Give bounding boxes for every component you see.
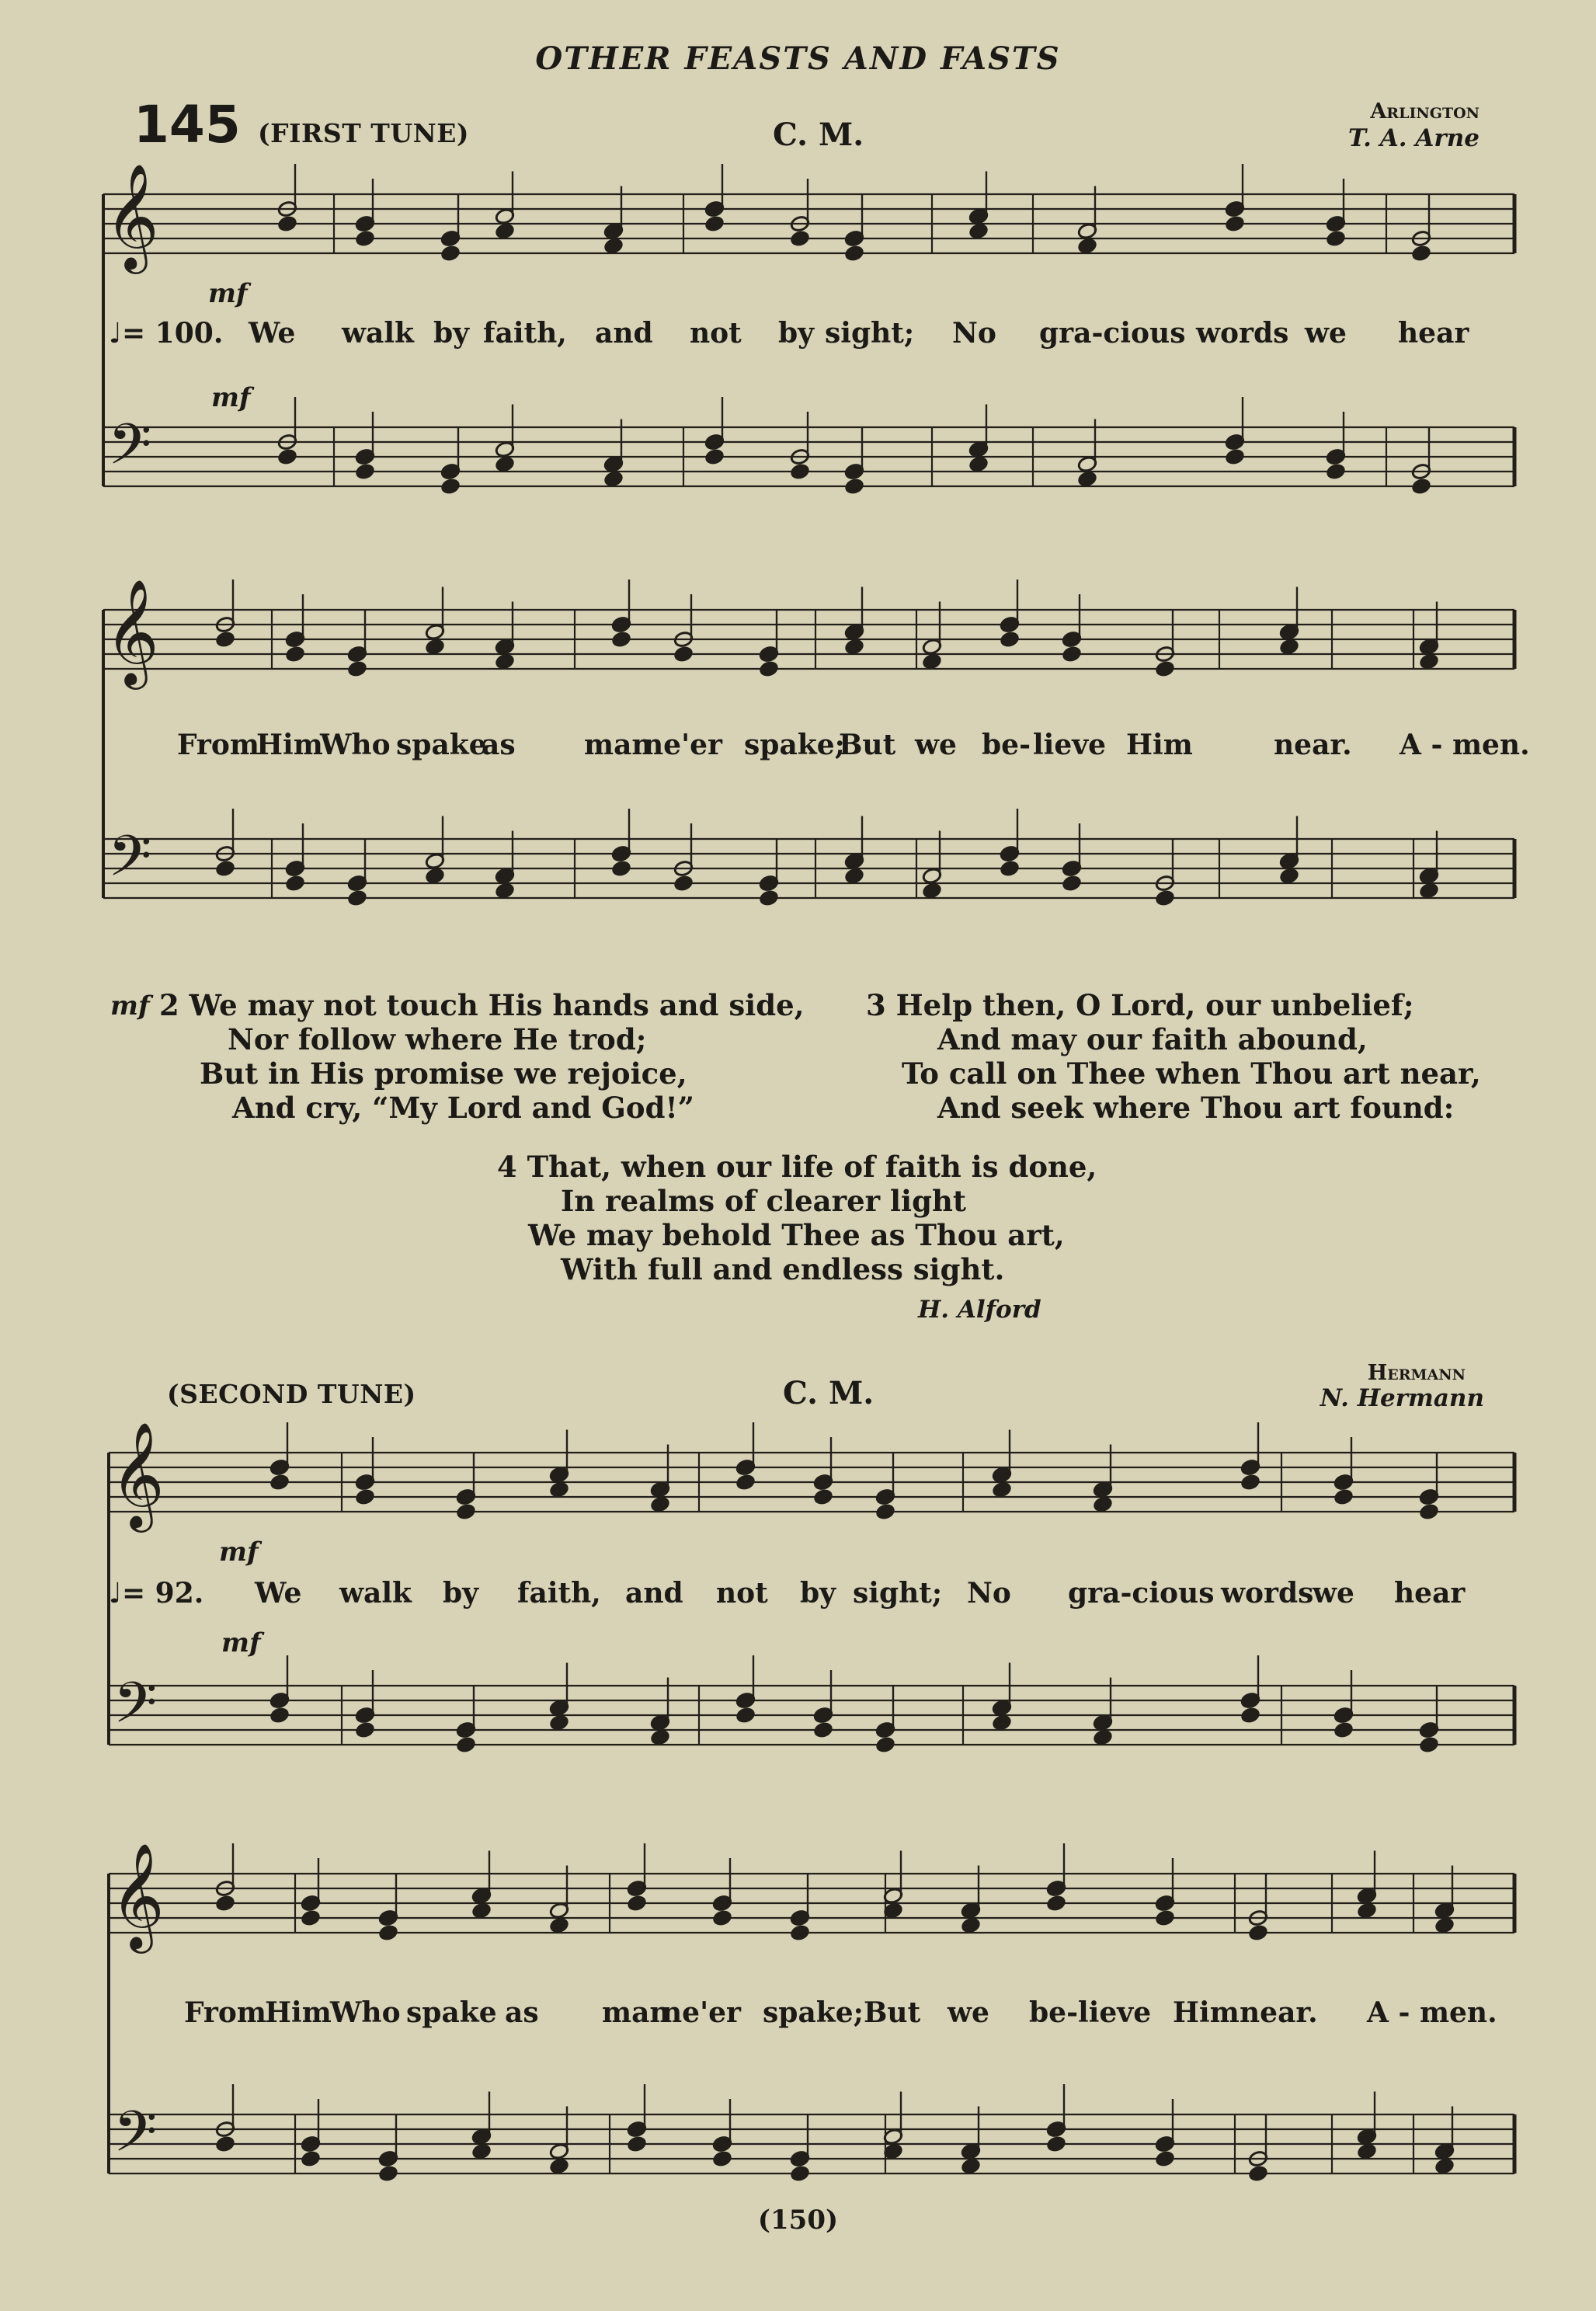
second-tune-dynamic-treble: mf [219, 1537, 259, 1568]
note-head [269, 1707, 290, 1725]
lyric-word: ne'er [662, 1996, 741, 2029]
verse-number: 4 [497, 1150, 517, 1184]
note-head [549, 1916, 569, 1934]
note-head [1357, 2142, 1377, 2160]
note-head [456, 1736, 476, 1754]
page-number: (150) [757, 2205, 839, 2236]
note-head [495, 455, 515, 473]
lyric-word: by [800, 1577, 836, 1610]
lyric-word: ne'er [643, 729, 722, 761]
lyric-word: Him [1173, 1996, 1240, 2029]
note-head [355, 1721, 375, 1739]
note-head [1046, 2135, 1066, 2153]
verse-line: With full and endless sight. [561, 1252, 1005, 1286]
lyric-word: faith, [517, 1577, 601, 1610]
lyric-word: hear [1398, 317, 1469, 350]
note-head [1419, 653, 1439, 670]
note-head [1434, 1916, 1455, 1934]
first-tune-name: Arlington [1370, 99, 1480, 124]
hymn-number: 145 [134, 95, 241, 155]
note-head [277, 448, 297, 466]
lyric-word: not [690, 317, 742, 350]
note-head [301, 1909, 321, 1927]
note-head [875, 1736, 895, 1754]
bass-clef: 𝄢 [113, 2098, 158, 2178]
first-tune-label: (FIRST TUNE) [258, 118, 470, 148]
lyric-word: by [778, 317, 815, 350]
note-head [1093, 1495, 1113, 1513]
lyric-word: we [948, 1996, 989, 2029]
verse-line: We may behold Thee as Thou art, [528, 1218, 1065, 1252]
note-head [968, 455, 989, 473]
note-head [1419, 1736, 1439, 1754]
lyric-word: Who [320, 729, 391, 761]
lyric-word: Him [265, 1996, 332, 2029]
note-head [650, 1495, 670, 1513]
note-head [215, 2135, 235, 2153]
note-head [1248, 1924, 1268, 1942]
note-head [378, 2165, 398, 2183]
verse-line: And seek where Thou art found: [937, 1091, 1455, 1125]
note-head [813, 1721, 833, 1739]
lyric-word: No [952, 317, 996, 350]
note-head [1240, 1707, 1260, 1725]
lyric-word: man [602, 1996, 670, 2029]
lyric-word: as [482, 729, 516, 761]
note-head [611, 860, 631, 878]
bass-clef: 𝄢 [108, 823, 152, 903]
note-head [1411, 245, 1431, 263]
note-head [355, 463, 375, 481]
lyric-word: be- [982, 729, 1031, 761]
lyric-word: be-lieve [1029, 1996, 1152, 2029]
lyric-word: But [864, 1996, 921, 2029]
lyric-word: as [505, 1996, 539, 2029]
note-head [1155, 1909, 1175, 1927]
note-head [673, 646, 694, 663]
first-tune-dynamic-bass: mf [211, 382, 251, 413]
lyric-word: Him [1126, 729, 1193, 761]
note-head [790, 2165, 810, 2183]
note-head [1077, 237, 1097, 255]
note-head [495, 882, 515, 900]
note-head [1333, 1488, 1354, 1506]
second-tune-label: (SECOND TUNE) [167, 1379, 416, 1409]
second-tune-name: Hermann [1367, 1361, 1466, 1385]
verse-number: 2 [159, 988, 179, 1022]
lyric-word: We [255, 1577, 302, 1610]
note-head [1240, 1474, 1260, 1491]
lyric-word: by [433, 317, 470, 350]
note-head [673, 875, 694, 893]
first-tune-dynamic-treble: mf [208, 278, 248, 309]
lyric-word: Who [330, 1996, 401, 2029]
treble-clef: 𝄞 [110, 1842, 165, 1949]
verse-line: Help then, O Lord, our unbelief; [895, 988, 1414, 1022]
second-tune-amen: A - men. [1367, 1996, 1497, 2029]
note-head [1093, 1728, 1113, 1746]
bass-clef: 𝄢 [108, 411, 152, 491]
second-tune-tempo: ♩= 92. [109, 1577, 204, 1610]
note-head [922, 882, 942, 900]
note-head [992, 1714, 1012, 1732]
note-head [704, 448, 725, 466]
note-head [355, 230, 375, 248]
verse-2 [159, 988, 805, 1125]
lyric-word: and [595, 317, 653, 350]
note-head [1155, 660, 1175, 678]
treble-clef: 𝄞 [105, 162, 159, 270]
note-head [378, 1924, 398, 1942]
second-tune-composer: N. Hermann [1320, 1384, 1484, 1412]
note-head [355, 1488, 375, 1506]
verse-line: To call on Thee when Thou art near, [902, 1056, 1481, 1091]
note-head [1046, 1895, 1066, 1912]
note-head [875, 1503, 895, 1521]
note-head [735, 1707, 756, 1725]
lyric-word: spake; [763, 1996, 864, 2029]
note-head [650, 1728, 670, 1746]
note-head [1062, 646, 1082, 663]
first-tune-composer: T. A. Arne [1348, 124, 1480, 152]
note-head [347, 660, 367, 678]
note-head [269, 1474, 290, 1491]
note-head [1225, 448, 1245, 466]
second-tune-meter: C. M. [783, 1375, 874, 1411]
note-head [968, 222, 989, 240]
bass-clef: 𝄢 [113, 1669, 158, 1749]
second-tune-dynamic-bass: mf [221, 1627, 261, 1658]
lyric-word: by [443, 1577, 479, 1610]
verse-line: And cry, “My Lord and God!” [232, 1091, 694, 1125]
first-tune-amen: A - men. [1400, 729, 1530, 761]
first-tune-meter: C. M. [773, 117, 864, 153]
note-head [495, 653, 515, 670]
lyric-word: But [839, 729, 896, 761]
note-head [961, 2157, 981, 2175]
note-head [759, 889, 779, 907]
note-head [735, 1474, 756, 1491]
lyric-word: not [716, 1577, 768, 1610]
note-head [1419, 882, 1439, 900]
note-head [922, 653, 942, 670]
lyric-word: hear [1394, 1577, 1466, 1610]
note-head [1411, 478, 1431, 496]
note-head [301, 2150, 321, 2168]
note-head [1077, 470, 1097, 488]
note-head [813, 1488, 833, 1506]
note-head [549, 1714, 569, 1732]
note-head [1326, 463, 1346, 481]
note-head [456, 1503, 476, 1521]
note-head [603, 470, 624, 488]
note-head [471, 2142, 492, 2160]
lyric-word: We [249, 317, 296, 350]
note-head [1062, 875, 1082, 893]
verse-3 [866, 988, 1481, 1125]
lyric-word: walk [339, 1577, 412, 1610]
note-head [712, 1909, 732, 1927]
note-head [1279, 638, 1299, 656]
note-head [1357, 1902, 1377, 1919]
note-head [627, 1895, 647, 1912]
lyric-word: Him [256, 729, 323, 761]
note-head [627, 2135, 647, 2153]
note-head [425, 867, 445, 885]
note-head [215, 860, 235, 878]
note-head [215, 631, 235, 649]
lyric-word: words [1221, 1577, 1314, 1610]
lyric-word: sight; [853, 1577, 943, 1610]
lyric-word: near. [1274, 729, 1352, 761]
note-head [347, 889, 367, 907]
note-head [285, 646, 305, 663]
running-head: OTHER FEASTS AND FASTS [535, 40, 1061, 77]
note-head [549, 1481, 569, 1498]
treble-clef: 𝄞 [110, 1421, 165, 1528]
verse-2-dynamic: mf [110, 990, 150, 1022]
note-head [844, 245, 864, 263]
note-head [1434, 2157, 1455, 2175]
lyric-word: words [1196, 317, 1289, 350]
note-head [790, 230, 810, 248]
note-head [790, 1924, 810, 1942]
lyric-word: and [625, 1577, 683, 1610]
note-head [844, 478, 864, 496]
note-head [549, 2157, 569, 2175]
verse-line: We may not touch His hands and side, [189, 988, 805, 1022]
first-tune-tempo: ♩= 100. [109, 317, 224, 350]
note-head [1155, 2150, 1175, 2168]
note-head [961, 1916, 981, 1934]
note-head [440, 245, 461, 263]
lyric-word: faith, [483, 317, 567, 350]
note-head [285, 875, 305, 893]
note-head [844, 867, 864, 885]
lyric-word: we [1305, 317, 1347, 350]
note-head [1000, 860, 1020, 878]
note-head [790, 463, 810, 481]
note-head [425, 638, 445, 656]
lyric-word: No [967, 1577, 1011, 1610]
note-head [1326, 230, 1346, 248]
note-head [277, 215, 297, 233]
lyric-word: spake; [744, 729, 845, 761]
verse-line: Nor follow where He trod; [228, 1022, 647, 1056]
treble-clef: 𝄞 [105, 578, 159, 685]
lyric-word: spake [406, 1996, 497, 2029]
note-head [1248, 2165, 1268, 2183]
lyric-word: lieve [1033, 729, 1107, 761]
note-head [1155, 889, 1175, 907]
note-head [1279, 867, 1299, 885]
verse-4 [497, 1150, 1097, 1286]
note-head [1333, 1721, 1354, 1739]
note-head [844, 638, 864, 656]
lyric-word: gra-cious [1068, 1577, 1215, 1610]
note-head [1419, 1503, 1439, 1521]
verse-number: 3 [866, 988, 886, 1022]
lyric-word: gra-cious [1039, 317, 1186, 350]
note-head [712, 2150, 732, 2168]
lyric-word: we [1313, 1577, 1354, 1610]
note-head [603, 237, 624, 255]
verse-line: In realms of clearer light [561, 1184, 966, 1218]
note-head [611, 631, 631, 649]
hymn-author: H. Alford [918, 1296, 1041, 1324]
note-head [992, 1481, 1012, 1498]
lyric-word: From [184, 1996, 266, 2029]
note-head [215, 1895, 235, 1912]
note-head [1225, 215, 1245, 233]
verse-line: That, when our life of faith is done, [527, 1150, 1097, 1184]
note-head [440, 478, 461, 496]
lyric-word: From [177, 729, 259, 761]
lyric-word: sight; [825, 317, 915, 350]
lyric-word: we [915, 729, 957, 761]
note-head [1000, 631, 1020, 649]
note-head [759, 660, 779, 678]
lyric-word: near. [1240, 1996, 1318, 2029]
lyric-word: walk [342, 317, 414, 350]
lyric-word: spake [396, 729, 487, 761]
verse-line: And may our faith abound, [937, 1022, 1368, 1056]
note-head [495, 222, 515, 240]
lyric-word: man [584, 729, 652, 761]
verse-line: But in His promise we rejoice, [200, 1056, 687, 1091]
note-head [471, 1902, 492, 1919]
note-head [704, 215, 725, 233]
